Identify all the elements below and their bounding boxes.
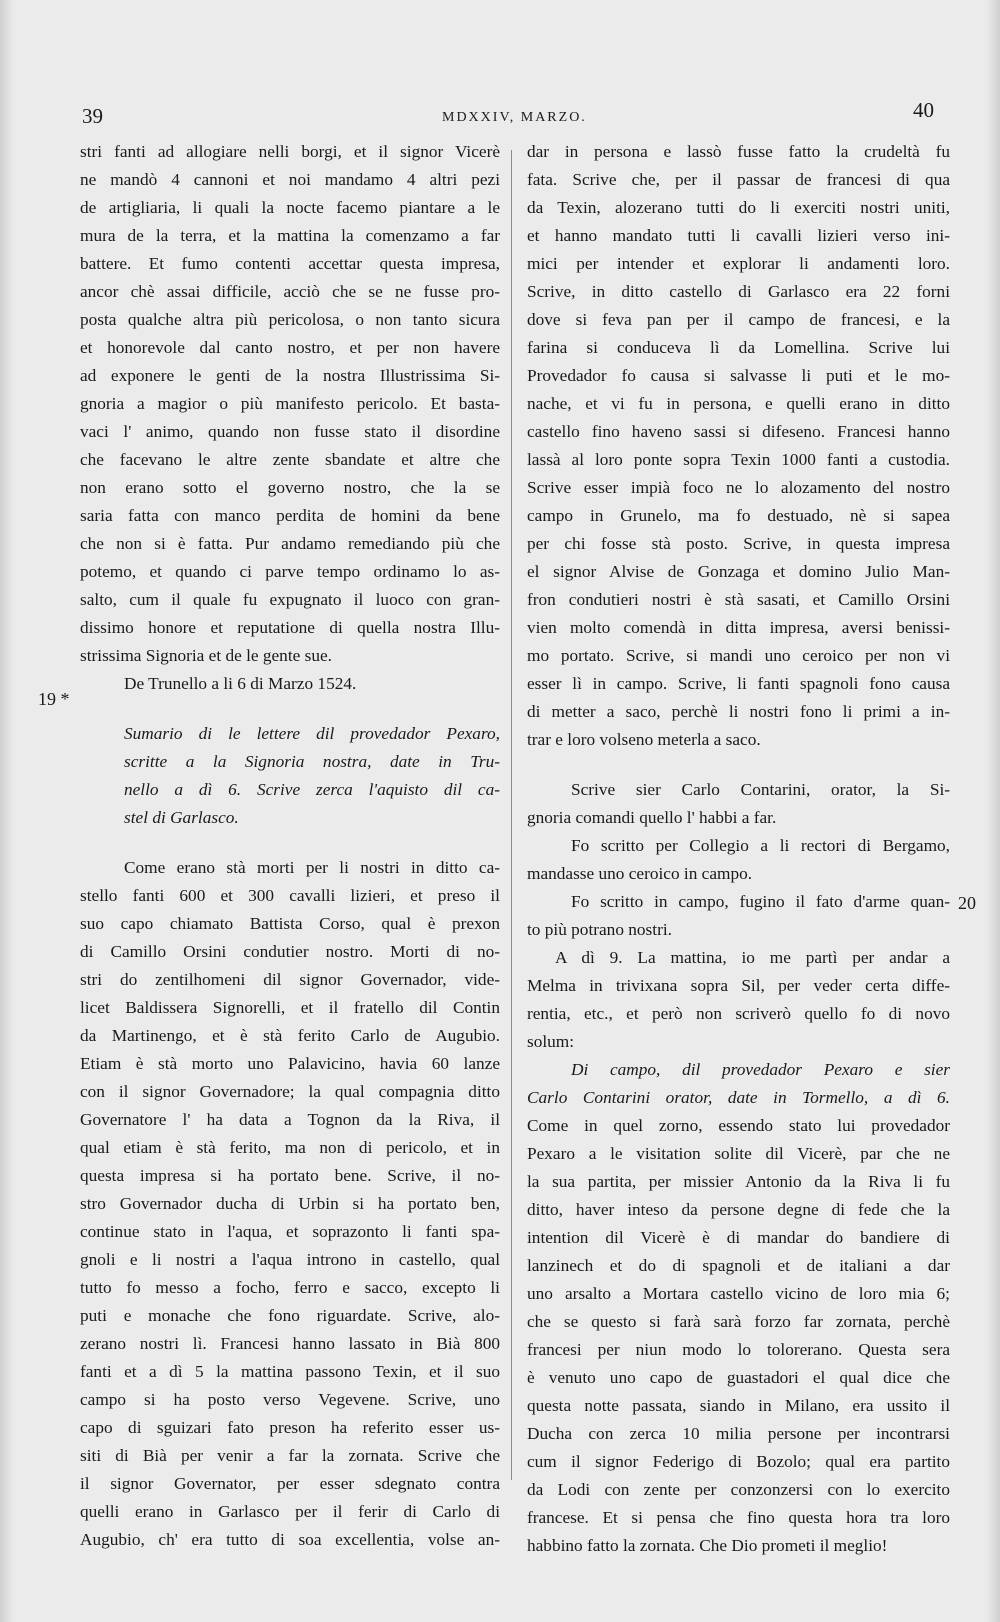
right-column bbox=[527, 138, 950, 1560]
text-line: suo capo chiamato Battista Corso, qual è prexon bbox=[80, 914, 500, 933]
text-line: francese. Et si pensa che fino questa hora tra loro bbox=[527, 1508, 950, 1527]
text-line: intention dil Vicerè è di mandar do bandiere di bbox=[527, 1228, 950, 1247]
text-line: Augubio, ch' era tutto di soa excellentia, volse an- bbox=[80, 1530, 500, 1549]
page-edge-shadow-right bbox=[986, 0, 1000, 1622]
text-line: stri fanti ad allogiare nelli borgi, et il signor Vicerè bbox=[80, 142, 500, 161]
text-line: Pexaro a le visitation solite dil Vicerè, par che ne bbox=[527, 1144, 950, 1163]
text-line: dar in persona e lassò fusse fatto la crudeltà fu bbox=[527, 142, 950, 161]
text-line: Di campo, dil provedador Pexaro e sier bbox=[571, 1060, 950, 1079]
text-line: francesi per niun modo lo tolorerano. Questa sera bbox=[527, 1340, 950, 1359]
text-line: Provedador fo causa si salvasse li puti et le mo- bbox=[527, 366, 950, 385]
text-line: nache, et vi fu in persona, e quelli erano in ditto bbox=[527, 394, 950, 413]
text-line: fron condutieri nostri è stà sasati, et Camillo Orsini bbox=[527, 590, 950, 609]
text-line: è venuto uno capo de guastadori el qual dice che bbox=[527, 1368, 950, 1387]
text-line: mura de la terra, et la mattina la comenzamo a far bbox=[80, 226, 500, 245]
text-line: dissimo honore et reputatione di quella nostra Illu- bbox=[80, 618, 500, 637]
text-line: cum il signor Federigo di Bozolo; qual era partito bbox=[527, 1452, 950, 1471]
text-line: campo si ha posto verso Vegevene. Scrive, uno bbox=[80, 1390, 500, 1409]
text-line: battere. Et fumo contenti accettar questa impresa, bbox=[80, 254, 500, 273]
text-line: licet Baldissera Signorelli, et il fratello dil Contin bbox=[80, 998, 500, 1017]
text-line: zerano nostri lì. Francesi hanno lassato in Bià 800 bbox=[80, 1334, 500, 1353]
text-line: mici per intender et explorar li andamenti loro. bbox=[527, 254, 950, 273]
text-line: che se questo si farà sarà forzo far zornata, perchè bbox=[527, 1312, 950, 1331]
page-header bbox=[0, 98, 1000, 134]
text-line: la sua partita, per missier Antonio da la Riva li fu bbox=[527, 1172, 950, 1191]
text-line: puti e monache che fono riguardate. Scrive, alo- bbox=[80, 1306, 500, 1325]
running-title: MDXXIV, MARZO. bbox=[442, 110, 587, 125]
text-line: di metter a saco, perchè li nostri fono li primi a in- bbox=[527, 702, 950, 721]
text-line: fata. Scrive che, per il passar de francesi di qua bbox=[527, 170, 950, 189]
text-line: strissima Signoria et de le gente sue. bbox=[80, 646, 332, 665]
left-column bbox=[80, 138, 500, 1554]
text-line: Scrive esser impià foco ne lo alozamento del nostro bbox=[527, 478, 950, 497]
text-line: et honorevole dal canto nostro, et per non havere bbox=[80, 338, 500, 357]
text-line: scritte a la Signoria nostra, date in Tru- bbox=[124, 752, 500, 771]
text-line: farina si conduceva lì da Lomellina. Scrive lui bbox=[527, 338, 950, 357]
text-line: Scrive sier Carlo Contarini, orator, la Si- bbox=[571, 780, 950, 799]
text-line: stri do zentilhomeni dil signor Governador, vide- bbox=[80, 970, 500, 989]
text-line: ad exponere le genti de la nostra Illustrissima Si- bbox=[80, 366, 500, 385]
text-line: posta qualche altra più pericolosa, o non tanto sicura bbox=[80, 310, 500, 329]
left-section-heading bbox=[80, 720, 500, 832]
text-line: castello fino haveno sassi si difeseno. Francesi hanno bbox=[527, 422, 950, 441]
text-line: per chi fosse stà posto. Scrive, in questa impresa bbox=[527, 534, 950, 553]
text-line: esser lì in campo. Scrive, li fanti spagnoli fono causa bbox=[527, 674, 950, 693]
text-line: uno arsalto a Mortara castello vicino de loro mia 6; bbox=[527, 1284, 950, 1303]
right-paragraph-2 bbox=[527, 776, 950, 832]
text-line: Come erano stà morti per li nostri in ditto ca- bbox=[124, 858, 500, 877]
text-line: A dì 9. La mattina, io me partì per andar a bbox=[555, 948, 950, 967]
text-line: mandasse uno ceroico in campo. bbox=[527, 864, 753, 883]
text-line: salto, cum il quale fu expugnato il luoco con gran- bbox=[80, 590, 500, 609]
text-line: lanzinech et do di spagnoli et de italiani a dar bbox=[527, 1256, 950, 1275]
text-line: el signor Alvise de Gonzaga et domino Julio Man- bbox=[527, 562, 950, 581]
text-line: to più potrano nostri. bbox=[527, 920, 672, 939]
right-section-heading bbox=[527, 1056, 950, 1112]
text-line: Governatore l' ha data a Tognon da la Riva, il bbox=[80, 1110, 500, 1129]
text-line: potemo, et quando ci parve tempo ordinamo lo as- bbox=[80, 562, 500, 581]
text-line: quelli erano in Garlasco per il ferir di Carlo di bbox=[80, 1502, 500, 1521]
text-line: Ducha con zerca 10 milia persone per incontrarsi bbox=[527, 1424, 950, 1443]
text-line: da Texin, alozerano tutti do li exerciti nostri uniti, bbox=[527, 198, 950, 217]
text-line: Fo scritto in campo, fugino il fato d'arme quan- bbox=[571, 892, 950, 911]
text-line: Come in quel zorno, essendo stato lui provedador bbox=[527, 1116, 950, 1135]
text-line: habbino fatto la zornata. Che Dio prometi il meglio! bbox=[527, 1536, 888, 1555]
text-line: saria fatta con manco perdita de homini da bene bbox=[80, 506, 500, 525]
text-line: stro Governador ducha di Urbin si ha portato ben, bbox=[80, 1194, 500, 1213]
right-paragraph-1 bbox=[527, 138, 950, 754]
text-line: gnoria a magior o più manifesto pericolo. Et basta- bbox=[80, 394, 500, 413]
text-line: con il signor Governadore; la qual compagnia ditto bbox=[80, 1082, 500, 1101]
text-line: da Martinengo, et è stà ferito Carlo de Augubio. bbox=[80, 1026, 500, 1045]
text-line: solum: bbox=[527, 1032, 575, 1051]
text-line: et hanno mandato tutti li cavalli lizieri verso ini- bbox=[527, 226, 950, 245]
text-line: lassà al loro ponte sopra Texin 1000 fanti a custodia. bbox=[527, 450, 950, 469]
text-line: stello fanti 600 et 300 cavalli lizieri, et preso il bbox=[80, 886, 500, 905]
text-line: questa notte passata, siando in Milano, era ussito il bbox=[527, 1396, 950, 1415]
text-line: tutto fo messo a focho, ferro e sacco, excepto li bbox=[80, 1278, 500, 1297]
right-paragraph-6 bbox=[527, 1112, 950, 1560]
text-line: nello a dì 6. Scrive zerca l'aquisto dil ca- bbox=[124, 780, 500, 799]
left-paragraph-1 bbox=[80, 138, 500, 670]
text-line: non erano sotto el governo nostro, che la se bbox=[80, 478, 500, 497]
column-divider bbox=[511, 150, 512, 1480]
text-line: stel di Garlasco. bbox=[124, 808, 239, 827]
text-line: gnoria comandi quello l' habbi a far. bbox=[527, 808, 777, 827]
text-line: da Lodi con zente per conzonzersi con lo exercito bbox=[527, 1480, 950, 1499]
text-line: ditto, haver inteso da persone degne di fede che la bbox=[527, 1200, 950, 1219]
text-line: siti di Bià per venir a far la zornata. Scrive che bbox=[80, 1446, 500, 1465]
text-line: di Camillo Orsini condutier nostro. Morti di no- bbox=[80, 942, 500, 961]
text-line: ancor chè assai difficile, acciò che se ne fusse pro- bbox=[80, 282, 500, 301]
text-line: campo in Grunelo, ma fo destuado, nè si sapea bbox=[527, 506, 950, 525]
text-line: Carlo Contarini orator, date in Tormello, a dì 6. bbox=[527, 1088, 950, 1107]
text-line: che non si è fatta. Pur andamo remediando più che bbox=[80, 534, 500, 553]
text-line: questa impresa si ha portato bene. Scrive, il no- bbox=[80, 1166, 500, 1185]
margin-marker-right: 20 bbox=[958, 893, 976, 913]
right-paragraph-5 bbox=[527, 944, 950, 1056]
text-line: capo di sguizari fato preson ha referito esser us- bbox=[80, 1418, 500, 1437]
dateline: De Trunello a li 6 di Marzo 1524. bbox=[124, 674, 357, 693]
page-edge-shadow-left bbox=[0, 0, 14, 1622]
right-paragraph-3 bbox=[527, 832, 950, 888]
text-line: Scrive, in ditto castello di Garlasco era 22 forni bbox=[527, 282, 950, 301]
text-line: fanti et a dì 5 la mattina passono Texin, et il suo bbox=[80, 1362, 500, 1381]
text-line: mo portato. Scrive, si mandi uno ceroico per non vi bbox=[527, 646, 950, 665]
text-line: Melma in trivixana sopra Sil, per veder certa diffe- bbox=[527, 976, 950, 995]
text-line: Fo scritto per Collegio a li rectori di Bergamo, bbox=[571, 836, 950, 855]
page-number-left: 39 bbox=[82, 104, 103, 128]
text-line: trar e loro volseno meterla a saco. bbox=[527, 730, 761, 749]
text-line: vaci l' animo, quando non fusse stato il disordine bbox=[80, 422, 500, 441]
right-paragraph-4 bbox=[527, 888, 950, 944]
text-line: vien molto comendà in ditta impresa, aversi benissi- bbox=[527, 618, 950, 637]
text-line: qual etiam è stà ferito, ma non di pericolo, et in bbox=[80, 1138, 500, 1157]
margin-marker-left: 19 * bbox=[38, 689, 70, 709]
text-line: ne mandò 4 cannoni et noi mandamo 4 altri pezi bbox=[80, 170, 500, 189]
page-number-right: 40 bbox=[913, 98, 934, 122]
text-line: continue stato in l'aqua, et soprazonto li fanti spa- bbox=[80, 1222, 500, 1241]
left-paragraph-2 bbox=[80, 854, 500, 1554]
text-line: Sumario di le lettere dil provedador Pexaro, bbox=[124, 724, 500, 743]
text-line: dove si feva pan per il campo de francesi, e la bbox=[527, 310, 950, 329]
text-line: de artigliaria, li quali la nocte facemo piantare a le bbox=[80, 198, 500, 217]
text-line: il signor Governator, per esser sdegnato contra bbox=[80, 1474, 500, 1493]
text-line: che facevano le altre zente sbandate et altre che bbox=[80, 450, 500, 469]
text-line: gnoli e li nostri a l'aqua introno in castello, qual bbox=[80, 1250, 500, 1269]
text-line: rentia, etc., et però non scriverò quello fo di novo bbox=[527, 1004, 950, 1023]
text-line: Etiam è stà morto uno Palavicino, havia 60 lanze bbox=[80, 1054, 500, 1073]
